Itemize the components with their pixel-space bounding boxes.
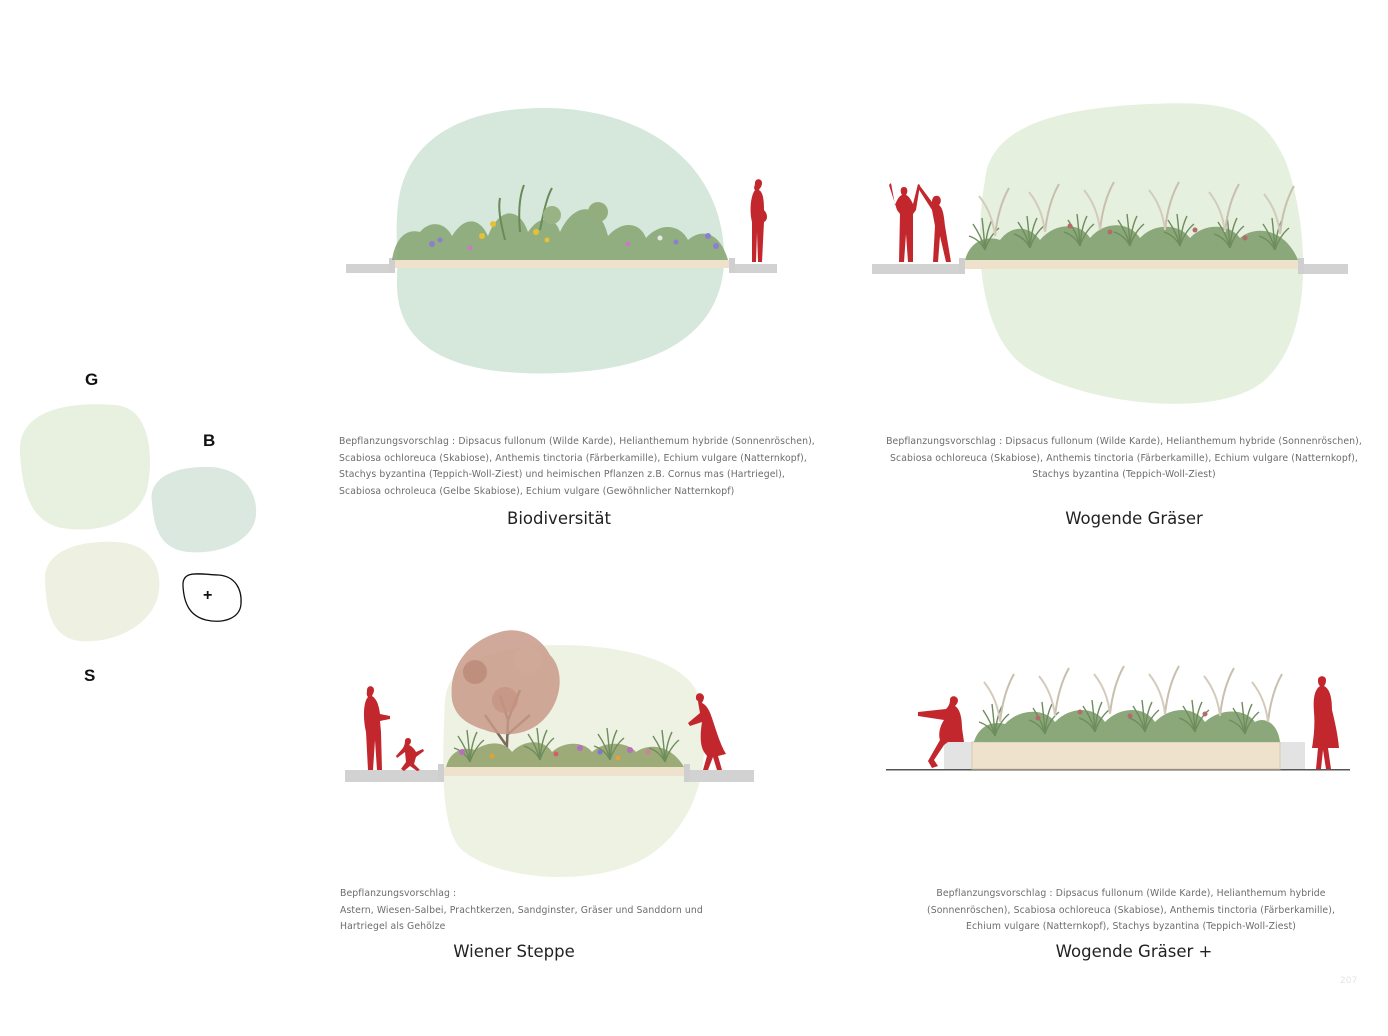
description-wogende-graeser: Bepflanzungsvorschlag : Dipsacus fullonum (Wilde Karde), Helianthemum hybride (Sonnenröschen), Scabiosa ochloreuca (Skabiose), Anthemis tinctoria (Färberkamille), Echium vulgare (Natternkopf), Stachys byzantina (Teppich-Woll-Ziest) [886, 436, 1362, 481]
bench-right [1280, 742, 1305, 769]
planting-wogende-graeser-plus [974, 666, 1282, 742]
description-wogende-graeser-plus: Bepflanzungsvorschlag : Dipsacus fullonum (Wilde Karde), Helianthemum hybride (Sonnenröschen), Scabiosa ochloreuca (Skabiose), Anthemis tinctoria (Färberkamille), Echium vulgare (Natternkopf), Stachys byzantina (Teppich-Woll-Ziest) [926, 888, 1336, 933]
legend-letter-b: B [203, 431, 216, 450]
person-silhouette-icon [918, 186, 951, 262]
planter-edge-left [959, 258, 965, 274]
planter-edge-right [1298, 258, 1304, 274]
legend-letter-s: S [84, 666, 96, 685]
soil-bed [965, 260, 1298, 269]
legend-letter-g: G [85, 370, 99, 389]
bench-left [944, 742, 972, 769]
ground-left [345, 770, 439, 782]
panel-biodiversitaet [346, 108, 777, 373]
person-silhouette-icon [396, 738, 424, 771]
title-wogende-graeser: Wogende Gräser [1065, 509, 1203, 528]
legend-letter-plus[interactable]: + [203, 587, 213, 604]
planter-edge-right [729, 258, 735, 273]
ground-right [1304, 264, 1348, 274]
title-wogende-graeser-plus: Wogende Gräser + [1055, 942, 1213, 961]
ground-right [690, 770, 754, 782]
title-wiener-steppe: Wiener Steppe [453, 942, 575, 961]
panel-wogende-graeser [872, 103, 1348, 404]
panel-wogende-graeser-plus [886, 666, 1350, 771]
description-biodiversitaet: Bepflanzungsvorschlag : Dipsacus fullonum (Wilde Karde), Helianthemum hybride (Sonnenröschen), Scabiosa ochloreuca (Skabiose), Anthemis tinctoria (Färberkamille), Echium vulgare (Natternkopf), Stachys byzantina (Teppich-Woll-Ziest) und heimischen Pflanzen z.B. Cornus mas (Hartriegel), Scabiosa ochroleuca (Gelbe Skabiose), Echium vulgare (Gewöhnlicher Natternkopf) [339, 436, 815, 497]
title-biodiversitaet: Biodiversität [507, 509, 611, 528]
planter-edge-left [389, 258, 395, 273]
soil-bed [444, 767, 684, 776]
ground-left [872, 264, 960, 274]
page-number: 207 [1340, 976, 1358, 986]
person-silhouette-icon [1312, 676, 1339, 769]
planter-edge-right [684, 764, 690, 782]
raised-planter [972, 742, 1280, 769]
person-silhouette-icon [889, 183, 920, 262]
ground-right [735, 264, 777, 273]
description-wiener-steppe: Bepflanzungsvorschlag : Astern, Wiesen-Salbei, Prachtkerzen, Sandginster, Gräser und Sanddorn und Hartriegel als Gehölze [340, 888, 703, 933]
planter-edge-left [438, 764, 444, 782]
soil-bed [395, 260, 729, 268]
person-silhouette-icon [751, 179, 767, 262]
person-silhouette-icon [364, 686, 390, 770]
ground-left [346, 264, 390, 273]
panel-wiener-steppe [345, 630, 754, 877]
